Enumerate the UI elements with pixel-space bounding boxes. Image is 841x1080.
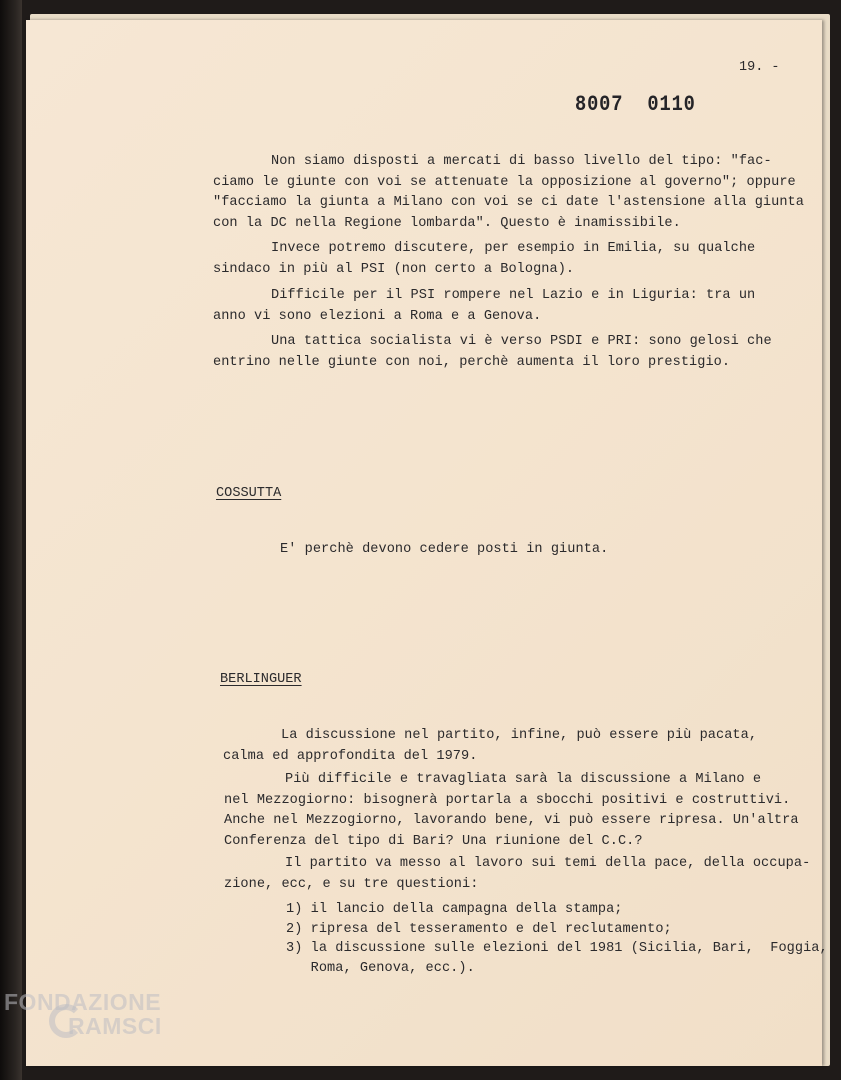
text-line: ciamo le giunte con voi se attenuate la opposizione al governo"; oppure [213,174,796,190]
text-line: Conferenza del tipo di Bari? Una riunione del C.C.? [224,833,643,849]
document-page [26,20,828,1066]
numbered-list [286,900,828,978]
paragraph-emilia [213,239,755,280]
page-number: 19. - [739,60,780,75]
fondazione-gramsci-watermark [4,990,214,1038]
text-line: Difficile per il PSI rompere nel Lazio e in Liguria: tra un [271,288,756,303]
watermark-line2: RAMSCI [68,1013,162,1039]
document-code: 8007 0110 [575,92,696,117]
text-line: Il partito va messo al lavoro sui temi della pace, della occupa- [285,856,811,871]
text-line: Una tattica socialista vi è verso PSDI e PRI: sono gelosi che [271,334,772,349]
text-line: Anche nel Mezzogiorno, lavorando bene, vi può essere ripresa. Un'altra [224,813,799,828]
list-item: 2) ripresa del tesseramento e del reclutamento; [286,921,672,937]
speaker-heading-berlinguer: BERLINGUER [220,672,302,687]
text-line: Non siamo disposti a mercati di basso livello del tipo: "fac- [271,154,772,169]
paragraph-milano [224,770,799,852]
text-line: La discussione nel partito, infine, può essere più pacata, [281,728,758,743]
book-binding [0,0,22,1080]
paragraph-partito [224,854,810,895]
text-line: zione, ecc, e su tre questioni: [224,876,479,892]
list-item: 3) la discussione sulle elezioni del 1981 (Sicilia, Bari, Foggia, [286,941,828,956]
text-line: calma ed approfondita del 1979. [223,748,478,764]
text-line: sindaco in più al PSI (non certo a Bologna). [213,261,575,277]
text-line: Più difficile e travagliata sarà la discussione a Milano e [285,772,762,787]
paragraph-tattica [213,332,772,373]
paragraph-lazio [213,286,755,327]
text-line: Invece potremo discutere, per esempio in Emilia, su qualche [271,241,756,256]
list-item-continuation: Roma, Genova, ecc.). [286,960,475,976]
paragraph-discussione [223,726,757,767]
text-line: nel Mezzogiorno: bisognerà portarla a sbocchi positivi e costruttivi. [224,792,791,808]
text-line: con la DC nella Regione lombarda". Questo è inamissibile. [213,215,681,231]
text-line: entrino nelle giunte con noi, perchè aumenta il loro prestigio. [213,354,731,370]
speaker-heading-cossutta: COSSUTTA [216,486,282,501]
list-item: 1) il lancio della campagna della stampa; [286,902,623,917]
text-line: anno vi sono elezioni a Roma e a Genova. [213,308,542,324]
watermark-line1: FONDAZIONE [4,989,162,1015]
paragraph-mercati [213,152,804,234]
watermark-g-logo-icon [49,1004,83,1038]
text-line: "facciamo la giunta a Milano con voi se ci date l'astensione alla giunta [213,195,804,210]
cossutta-text: E' perchè devono cedere posti in giunta. [280,542,609,557]
